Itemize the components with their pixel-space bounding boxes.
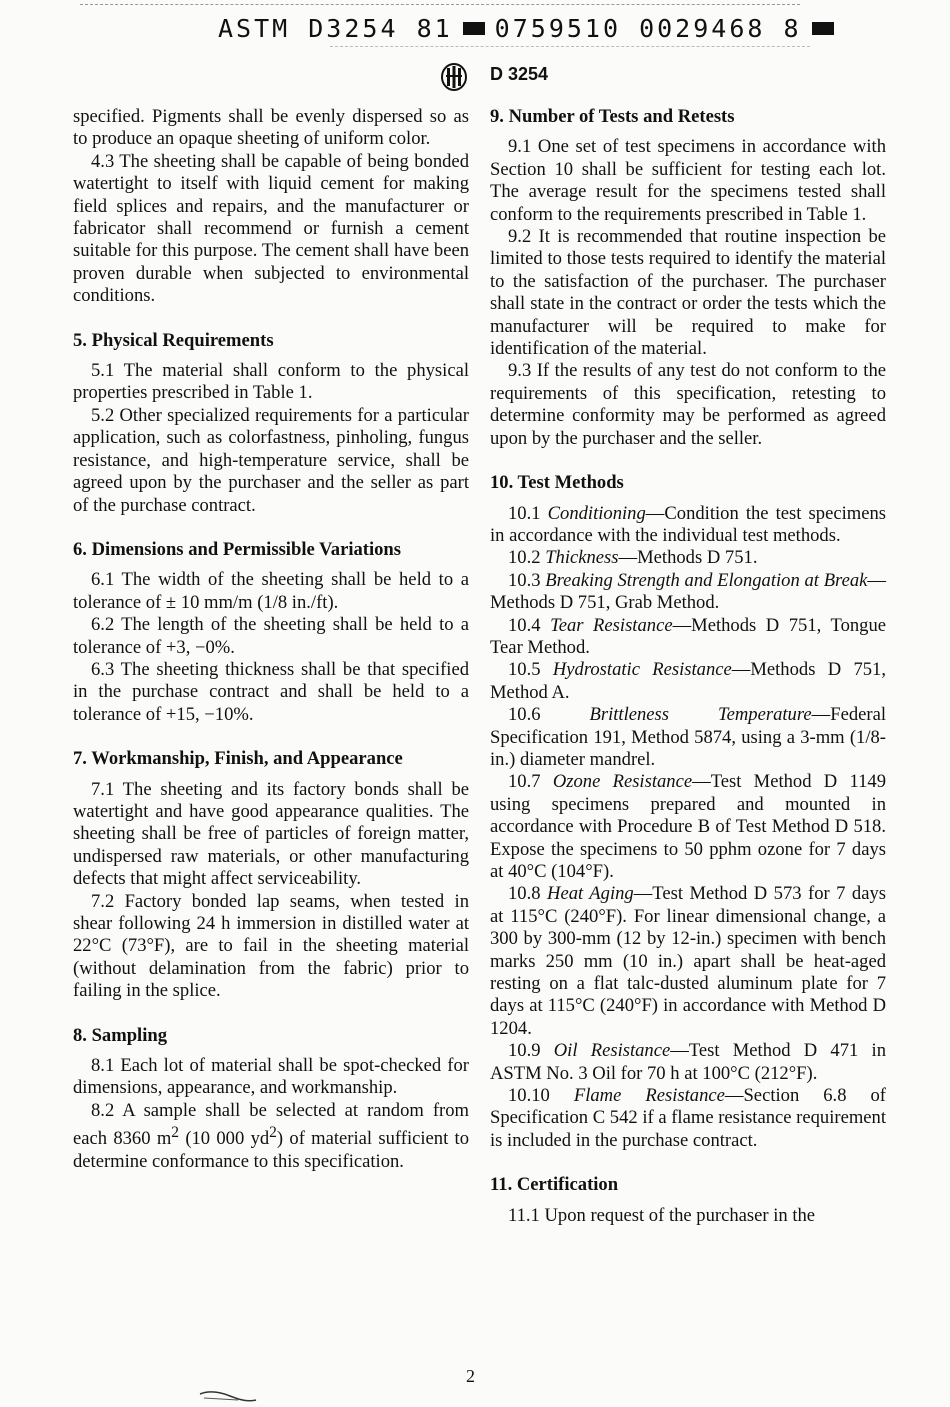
superscript-2-a: 2 (171, 1124, 180, 1142)
paragraph-10-8 (490, 883, 886, 1040)
paragraph-10-2-text: —Methods D 751. (618, 547, 758, 569)
paragraph-10-10-text: —Section 6.8 of Specification C 542 if a flame resistance requirement is included in the purchase contract. (490, 1085, 886, 1151)
paragraph-10-8-number: 10.8 (508, 883, 548, 905)
paragraph-11-1: 11.1 Upon request of the purchaser in the (508, 1204, 816, 1226)
paragraph-10-10 (490, 1085, 886, 1152)
paragraph-10-5-text: —Methods D 751, Method A. (490, 659, 886, 703)
designation: D 3254 (490, 64, 549, 84)
paragraph-10-1-text: —Condition the test specimens in accordance with the individual test methods. (490, 502, 886, 546)
header-block-mark (463, 22, 485, 35)
scan-mark-icon (198, 1388, 258, 1404)
paragraph-10-7 (490, 771, 886, 883)
paragraph-10-9 (490, 1040, 886, 1085)
paragraph-8-2-part-c: ) of material sufficient to determine conformance to this specification. (73, 1128, 469, 1172)
paragraph-10-10-term: Flame Resistance (573, 1085, 725, 1107)
paragraph-10-9-text: —Test Method D 471 in ASTM No. 3 Oil for 70 h at 100°C (212°F). (490, 1040, 886, 1084)
paragraph-10-6-text: —Federal Specification 191, Method 5874, using a 3-mm (1/8-in.) diameter mandrel. (490, 704, 887, 770)
paragraph-10-6-number: 10.6 (508, 704, 590, 726)
paragraph-10-1-term: Conditioning (547, 502, 646, 524)
scan-smudge-rule (330, 46, 810, 47)
header-code-part1: ASTM D3254 81 (218, 14, 453, 43)
paragraph-10-3-term: Breaking Strength and Elongation at Break (545, 569, 868, 591)
paragraph-10-1 (490, 503, 886, 548)
paragraph-10-4 (490, 615, 886, 660)
paragraph-10-7-term: Ozone Resistance (552, 771, 693, 793)
section-11-heading: 11. Certification (490, 1174, 619, 1196)
paragraph-10-4-text: —Methods D 751, Tongue Tear Method. (490, 614, 887, 658)
section-5-heading: 5. Physical Requirements (73, 329, 274, 351)
paragraph-10-8-text: —Test Method D 573 for 7 days at 115°C (240°F). For linear dimensional change, a 300 by 300-mm (12 by 12-in.) specimen with bench marks 250 mm (10 in.) apart shall be heat-aged resting on a flat talc-dusted aluminum plate for 7 days at 115°C (240°F) in accordance with Method D 1204. (490, 883, 887, 1039)
section-10-heading: 10. Test Methods (490, 472, 624, 494)
header-code-part2: 0759510 0029468 8 (494, 14, 802, 43)
page-number: 2 (466, 1366, 475, 1386)
paragraph-6-1: 6.1 The width of the sheeting shall be held to a tolerance of ± 10 mm/m (1/8 in./ft). (73, 569, 469, 613)
section-8-heading: 8. Sampling (73, 1024, 168, 1046)
left-column (73, 106, 469, 1173)
paragraph-10-10-number: 10.10 (508, 1085, 574, 1107)
paragraph-7-1: 7.1 The sheeting and its factory bonds shall be watertight and have good appearance qualities. The sheeting shall be free of particles of foreign matter, undispersed raw materials, or other manufacturing defects that might affect serviceability. (73, 778, 469, 890)
paragraph-10-7-number: 10.7 (508, 771, 553, 793)
paragraph-10-3 (490, 570, 886, 615)
paragraph-9-1: 9.1 One set of test specimens in accordance with Section 10 shall be sufficient for testing each lot. The average result for the specimens tested shall conform to the requirements prescribed in Table 1. (490, 136, 886, 225)
paragraph-10-5-term: Hydrostatic Resistance (552, 659, 732, 681)
paragraph-10-6 (490, 704, 886, 771)
paragraph-10-2 (490, 547, 886, 569)
paragraph-10-8-term: Heat Aging (547, 883, 634, 905)
section-7-heading: 7. Workmanship, Finish, and Appearance (73, 748, 403, 770)
paragraph-10-3-number: 10.3 (508, 569, 546, 591)
paragraph-10-1-number: 10.1 (508, 502, 548, 524)
header-code-line (218, 14, 818, 43)
paragraph-10-9-term: Oil Resistance (553, 1040, 671, 1062)
paragraph-9-3: 9.3 If the results of any test do not conform to the requirements of this specification, retesting to determine conformity may be performed as agreed upon by the purchaser and the seller. (490, 360, 886, 449)
paragraph-10-4-term: Tear Resistance (550, 614, 673, 636)
header-block-mark-end (812, 22, 834, 35)
paragraph-10-4-number: 10.4 (508, 614, 551, 636)
paragraph-6-2: 6.2 The length of the sheeting shall be held to a tolerance of +3, −0%. (73, 614, 469, 658)
right-column (490, 106, 886, 1227)
section-9-heading: 9. Number of Tests and Retests (490, 106, 735, 127)
paragraph-9-2: 9.2 It is recommended that routine inspection be limited to those tests required to identify the material to the satisfaction of the purchaser. The purchaser shall state in the contract or order the tests which the manufacturer will be required to make for identification of the material. (490, 226, 886, 360)
paragraph-5-1: 5.1 The material shall conform to the physical properties prescribed in Table 1. (73, 360, 469, 404)
paragraph-10-3-text: —Methods D 751, Grab Method. (490, 569, 887, 614)
paragraph-10-9-number: 10.9 (508, 1040, 554, 1062)
paragraph-10-5-number: 10.5 (508, 659, 553, 681)
paragraph-10-7-text: —Test Method D 1149 using specimens prepared and mounted in accordance with Procedure B of Test Method D 518. Expose the specimens to 50 pphm ozone for 7 days at 40°C (104°F). (490, 771, 886, 882)
paragraph-10-2-number: 10.2 (508, 547, 546, 569)
paragraph-10-5 (490, 659, 886, 704)
paragraph-4-3: 4.3 The sheeting shall be capable of being bonded watertight to itself with liquid cement for making field splices and repairs, and the manufacturer or fabricator shall recommend or furnish a cement suitable for this purpose. The cement shall have been proven durable when subjected to environmental conditions. (73, 150, 469, 307)
paragraph-10-2-term: Thickness (545, 547, 619, 569)
paragraph-8-1: 8.1 Each lot of material shall be spot-checked for dimensions, appearance, and workmanship. (73, 1055, 469, 1099)
paragraph-8-2-part-b: (10 000 yd (179, 1128, 270, 1150)
superscript-2-b: 2 (269, 1124, 277, 1142)
paragraph-8-2 (73, 1100, 469, 1173)
paragraph-6-3: 6.3 The sheeting thickness shall be that specified in the purchase contract and shall be held to a tolerance of +15, −10%. (73, 658, 469, 725)
astm-logo-icon (440, 62, 468, 92)
paragraph-8-2-part-a: 8.2 A sample shall be selected at random from each 8360 m (73, 1099, 469, 1150)
paragraph-continuation: specified. Pigments shall be evenly dispersed so as to produce an opaque sheeting of uniform color. (73, 106, 469, 150)
paragraph-10-6-term: Brittleness Temperature (589, 704, 812, 726)
paragraph-5-2: 5.2 Other specialized requirements for a particular application, such as colorfastness, pinholing, fungus resistance, and high-temperature service, shall be agreed upon by the purchaser and the seller as part of the purchase contract. (73, 404, 469, 516)
section-6-heading: 6. Dimensions and Permissible Variations (73, 538, 402, 560)
scan-top-rule (80, 4, 800, 5)
paragraph-7-2: 7.2 Factory bonded lap seams, when tested in shear following 24 h immersion in distilled water at 22°C (73°F), are to fail in the sheeting material (without delamination from the fabric) prior to failing in the splice. (73, 890, 469, 1002)
